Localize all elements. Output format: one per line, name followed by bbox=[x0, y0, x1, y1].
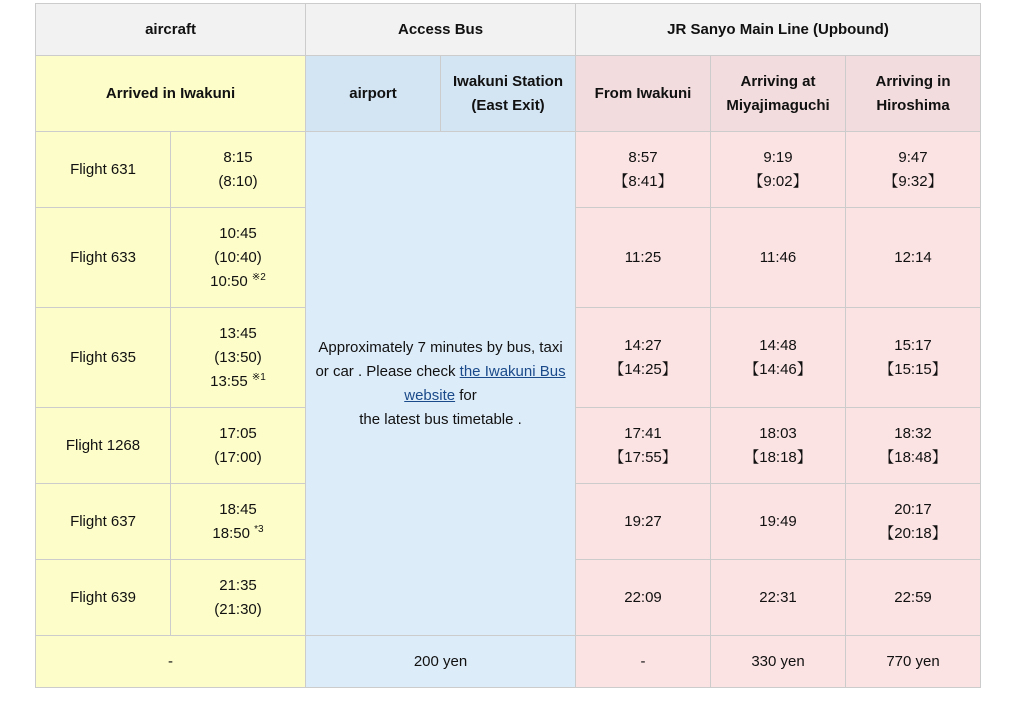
bus-note-text: Approximately 7 minutes by bus, taxi or car . Please check bbox=[315, 338, 563, 380]
time: 【9:32】 bbox=[883, 172, 943, 190]
footnote-mark: ※1 bbox=[251, 371, 266, 383]
time: 15:17 bbox=[894, 336, 932, 354]
from-iwakuni-cell bbox=[576, 308, 711, 408]
arrival-time: (10:40) bbox=[214, 248, 262, 266]
time: 18:03 bbox=[759, 424, 797, 442]
time: 22:59 bbox=[894, 588, 932, 606]
arrival-time: 13:45 bbox=[219, 324, 257, 342]
time: 9:47 bbox=[898, 148, 928, 166]
arrival-time-cell bbox=[171, 560, 306, 636]
header-access-bus: Access Bus bbox=[306, 4, 576, 56]
arrival-time-cell bbox=[171, 408, 306, 484]
flight-cell: Flight 639 bbox=[36, 560, 171, 636]
iwakuni-bus-website-link[interactable]: the Iwakuni Bus website bbox=[404, 362, 566, 404]
header-aircraft: aircraft bbox=[36, 4, 306, 56]
header-arrived-iwakuni: Arrived in Iwakuni bbox=[36, 56, 306, 132]
bus-note bbox=[306, 132, 576, 636]
arrival-time: 21:35 bbox=[219, 576, 257, 594]
hiroshima-cell bbox=[846, 308, 981, 408]
flight-cell: Flight 1268 bbox=[36, 408, 171, 484]
from-iwakuni-cell bbox=[576, 208, 711, 308]
miyajimaguchi-cell bbox=[711, 208, 846, 308]
time: 【17:55】 bbox=[609, 448, 677, 466]
time: 9:19 bbox=[763, 148, 793, 166]
miyajimaguchi-cell bbox=[711, 408, 846, 484]
flight-cell: Flight 635 bbox=[36, 308, 171, 408]
time: 【20:18】 bbox=[879, 524, 947, 542]
from-iwakuni-cell bbox=[576, 484, 711, 560]
header-arriving-hiroshima: Arriving in Hiroshima bbox=[846, 56, 981, 132]
bus-note-text: the latest bus timetable . bbox=[359, 410, 522, 428]
time: 【14:46】 bbox=[744, 360, 812, 378]
time: 【8:41】 bbox=[613, 172, 673, 190]
arrival-time: 8:15 bbox=[223, 148, 253, 166]
arrival-time: 10:50 bbox=[210, 272, 248, 290]
time: 8:57 bbox=[628, 148, 658, 166]
miyajimaguchi-cell bbox=[711, 560, 846, 636]
arrival-time: (13:50) bbox=[214, 348, 262, 366]
time: 【18:18】 bbox=[744, 448, 812, 466]
time: 19:49 bbox=[759, 512, 797, 530]
arrival-time: 17:05 bbox=[219, 424, 257, 442]
arrival-time: 10:45 bbox=[219, 224, 257, 242]
arrival-time: 18:45 bbox=[219, 500, 257, 518]
from-iwakuni-cell bbox=[576, 132, 711, 208]
from-iwakuni-cell bbox=[576, 560, 711, 636]
flight-cell: Flight 637 bbox=[36, 484, 171, 560]
time: 【9:02】 bbox=[748, 172, 808, 190]
header-airport: airport bbox=[306, 56, 441, 132]
header-iwakuni-station: Iwakuni Station (East Exit) bbox=[441, 56, 576, 132]
arrival-time-cell bbox=[171, 208, 306, 308]
fare-miyajimaguchi: 330 yen bbox=[711, 636, 846, 688]
hiroshima-cell bbox=[846, 560, 981, 636]
time: 【18:48】 bbox=[879, 448, 947, 466]
miyajimaguchi-cell bbox=[711, 308, 846, 408]
miyajimaguchi-cell bbox=[711, 132, 846, 208]
arrival-time: (21:30) bbox=[214, 600, 262, 618]
time: 14:48 bbox=[759, 336, 797, 354]
hiroshima-cell bbox=[846, 208, 981, 308]
arrival-time-cell bbox=[171, 308, 306, 408]
fare-hiroshima: 770 yen bbox=[846, 636, 981, 688]
time: 11:46 bbox=[759, 248, 797, 266]
arrival-time: 18:50 bbox=[212, 524, 250, 542]
arrival-time: 13:55 bbox=[210, 372, 248, 390]
footnote-mark: ※2 bbox=[251, 271, 266, 283]
header-from-iwakuni: From Iwakuni bbox=[576, 56, 711, 132]
time: 20:17 bbox=[894, 500, 932, 518]
time: 【14:25】 bbox=[609, 360, 677, 378]
from-iwakuni-cell bbox=[576, 408, 711, 484]
table-row bbox=[36, 132, 981, 208]
timetable bbox=[35, 3, 981, 688]
hiroshima-cell bbox=[846, 484, 981, 560]
header-arriving-miyajimaguchi: Arriving at Miyajimaguchi bbox=[711, 56, 846, 132]
time: 18:32 bbox=[894, 424, 932, 442]
flight-cell: Flight 631 bbox=[36, 132, 171, 208]
flight-cell: Flight 633 bbox=[36, 208, 171, 308]
arrival-time-cell bbox=[171, 484, 306, 560]
arrival-time: (17:00) bbox=[214, 448, 262, 466]
fare-row bbox=[36, 636, 981, 688]
time: 22:31 bbox=[759, 588, 797, 606]
miyajimaguchi-cell bbox=[711, 484, 846, 560]
hiroshima-cell bbox=[846, 132, 981, 208]
time: 【15:15】 bbox=[879, 360, 947, 378]
time: 22:09 bbox=[624, 588, 662, 606]
arrival-time: (8:10) bbox=[218, 172, 258, 190]
time: 19:27 bbox=[624, 512, 662, 530]
hiroshima-cell bbox=[846, 408, 981, 484]
bus-note-text: for bbox=[455, 386, 477, 404]
time: 17:41 bbox=[624, 424, 662, 442]
time: 12:14 bbox=[894, 248, 932, 266]
time: 11:25 bbox=[624, 248, 662, 266]
fare-aircraft: - bbox=[36, 636, 306, 688]
fare-bus: 200 yen bbox=[306, 636, 576, 688]
time: 14:27 bbox=[624, 336, 662, 354]
fare-from-iwakuni: - bbox=[576, 636, 711, 688]
header-jr-line: JR Sanyo Main Line (Upbound) bbox=[576, 4, 981, 56]
footnote-mark: *3 bbox=[254, 523, 264, 535]
arrival-time-cell bbox=[171, 132, 306, 208]
